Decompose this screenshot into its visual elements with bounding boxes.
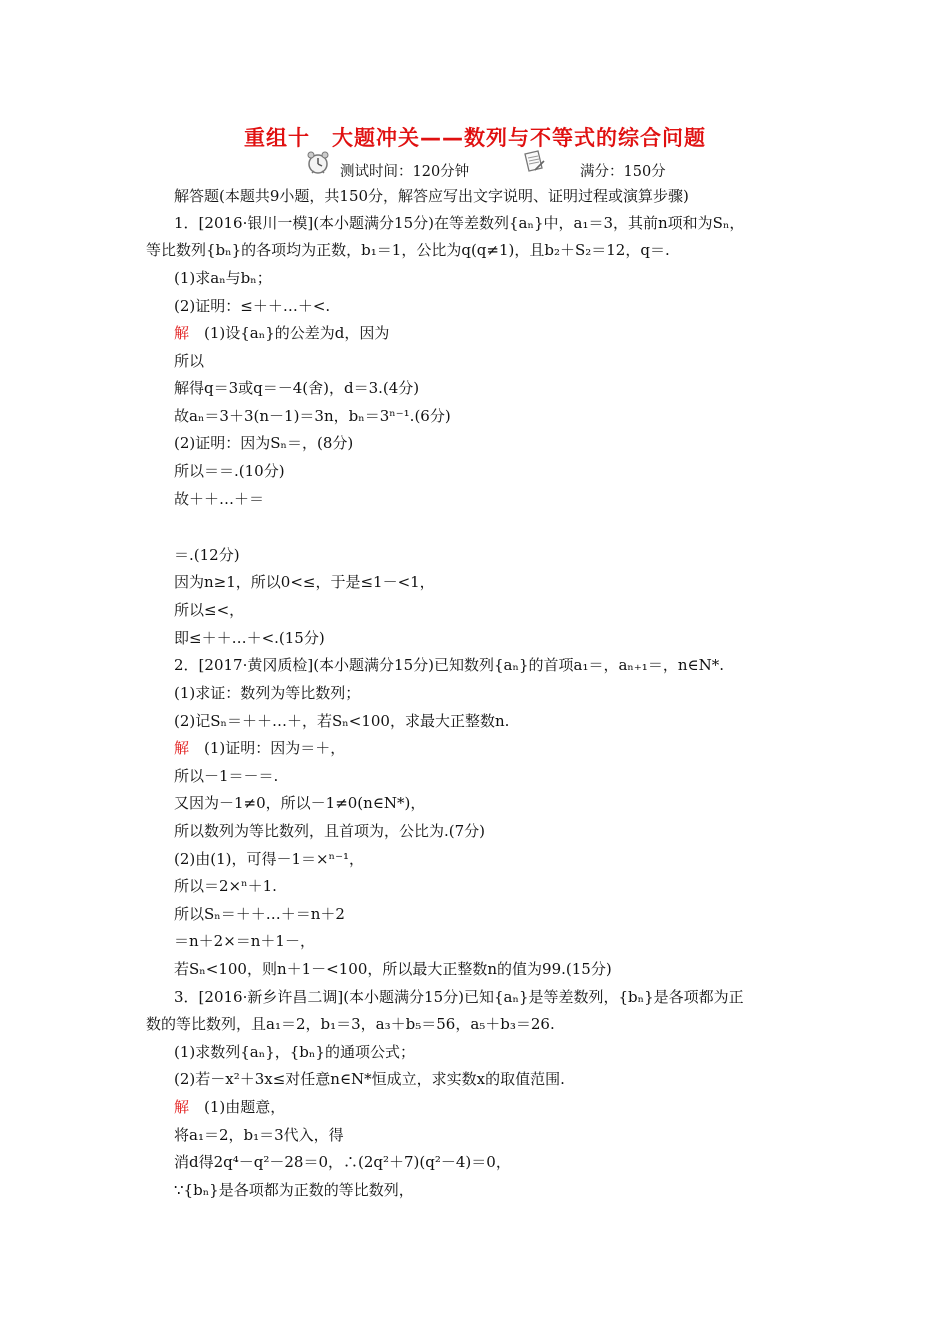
text-line	[174, 904, 345, 924]
text-line	[174, 683, 360, 703]
solution-marker: 解	[174, 324, 190, 342]
line-text: (2)由(1)，可得－1＝×ⁿ⁻¹，	[174, 850, 365, 868]
line-text: (2)若－x²＋3x≤对任意n∈N*恒成立，求实数x的取值范围.	[174, 1070, 565, 1088]
line-text: ∵{bₙ}是各项都为正数的等比数列，	[174, 1181, 414, 1199]
line-text: (1)求aₙ与bₙ；	[174, 269, 272, 287]
line-text: 所以＝＝.(10分)	[174, 462, 285, 480]
text-line	[174, 406, 451, 426]
text-line	[174, 849, 364, 869]
line-text: (1)由题意，	[189, 1098, 286, 1116]
line-text: (1)证明：因为＝＋，	[189, 739, 346, 757]
text-line	[174, 793, 425, 813]
line-text: 3．[2016·新乡许昌二调](本小题满分15分)已知{aₙ}是等差数列，{bₙ}是各项都为正	[174, 988, 744, 1006]
text-line	[174, 600, 244, 620]
line-text: 等比数列{bₙ}的各项均为正数，b₁＝1，公比为q(q≠1)，且b₂＋S₂＝12，q＝.	[146, 241, 670, 259]
line-text: 若Sₙ<100，则n＋1－<100，所以最大正整数n的值为99.(15分)	[174, 960, 612, 978]
line-text: (1)求数列{aₙ}，{bₙ}的通项公式；	[174, 1043, 415, 1061]
test-time: 测试时间：120分钟	[340, 164, 470, 180]
text-line	[174, 876, 277, 896]
page-title: 重组十 大题冲关——数列与不等式的综合问题	[244, 126, 706, 150]
text-line	[174, 323, 389, 343]
text-line	[174, 296, 330, 316]
text-line	[174, 628, 325, 648]
solution-marker: 解	[174, 739, 190, 757]
text-line	[174, 378, 419, 398]
line-text: 将a₁＝2，b₁＝3代入，得	[174, 1126, 344, 1144]
line-text: 所以＝2×ⁿ＋1.	[174, 877, 277, 895]
line-text: 又因为－1≠0，所以－1≠0(n∈N*)，	[174, 794, 426, 812]
line-text: 所以－1＝－＝.	[174, 767, 279, 785]
line-text: 所以	[174, 352, 205, 370]
line-text: (1)设{aₙ}的公差为d，因为	[189, 324, 390, 342]
text-line	[174, 1152, 511, 1172]
line-text: 所以数列为等比数列，且首项为，公比为.(7分)	[174, 822, 486, 840]
line-text: 故＋＋…＋＝	[174, 490, 265, 508]
text-line	[174, 461, 285, 481]
line-text: 解得q＝3或q＝－4(舍)，d＝3.(4分)	[174, 379, 420, 397]
solution-marker: 解	[174, 1098, 190, 1116]
line-text: 故aₙ＝3＋3(n－1)＝3n，bₙ＝3ⁿ⁻¹.(6分)	[174, 407, 451, 425]
line-text: 所以≤<，	[174, 601, 245, 619]
text-line	[174, 268, 272, 288]
alarm-clock-icon	[305, 150, 331, 176]
text-line	[174, 1042, 415, 1062]
text-line	[174, 351, 204, 371]
line-text: (2)证明：≤＋＋…＋<.	[174, 297, 331, 315]
line-text: 因为n≥1，所以0<≤，于是≤1－<1，	[174, 573, 435, 591]
line-text: 解答题(本题共9小题，共150分，解答应写出文字说明、证明过程或演算步骤)	[174, 187, 689, 205]
text-line	[174, 1069, 565, 1089]
text-line	[174, 959, 612, 979]
text-line	[174, 987, 744, 1007]
line-text: (2)记Sₙ＝＋＋…＋，若Sₙ<100，求最大正整数n.	[174, 712, 510, 730]
text-line	[174, 738, 345, 758]
text-line	[174, 1097, 285, 1117]
line-text: 消d得2q⁴－q²－28＝0，∴(2q²＋7)(q²－4)＝0，	[174, 1153, 511, 1171]
text-line	[174, 186, 689, 206]
line-text: 数的等比数列，且a₁＝2，b₁＝3，a₃＋b₅＝56，a₅＋b₃＝26.	[146, 1015, 555, 1033]
text-line	[174, 213, 744, 233]
test-info-line	[0, 158, 950, 182]
text-line	[174, 489, 264, 509]
line-text: (1)求证：数列为等比数列；	[174, 684, 361, 702]
line-text: (2)证明：因为Sₙ＝，(8分)	[174, 434, 354, 452]
text-line	[174, 655, 724, 675]
text-line	[174, 572, 435, 592]
text-line	[146, 1014, 555, 1034]
line-text: 所以Sₙ＝＋＋…＋＝n＋2	[174, 905, 345, 923]
exam-paper-icon	[520, 148, 546, 174]
text-line	[174, 711, 509, 731]
text-line	[174, 766, 278, 786]
line-text: 2．[2017·黄冈质检](本小题满分15分)已知数列{aₙ}的首项a₁＝，aₙ₊₁＝，n∈N*.	[174, 656, 724, 674]
text-line	[174, 1180, 414, 1200]
text-line	[174, 1125, 344, 1145]
text-line	[174, 821, 485, 841]
text-line	[146, 240, 670, 260]
line-text: 即≤＋＋…＋<.(15分)	[174, 629, 325, 647]
line-text: ＝n＋2×＝n＋1－，	[174, 932, 315, 950]
text-line	[174, 545, 240, 565]
text-line	[174, 931, 315, 951]
text-line	[174, 433, 353, 453]
line-text: 1．[2016·银川一模](本小题满分15分)在等差数列{aₙ}中，a₁＝3，其前n项和为Sₙ，	[174, 214, 745, 232]
line-text: ＝.(12分)	[174, 546, 240, 564]
full-score: 满分：150分	[580, 164, 666, 180]
